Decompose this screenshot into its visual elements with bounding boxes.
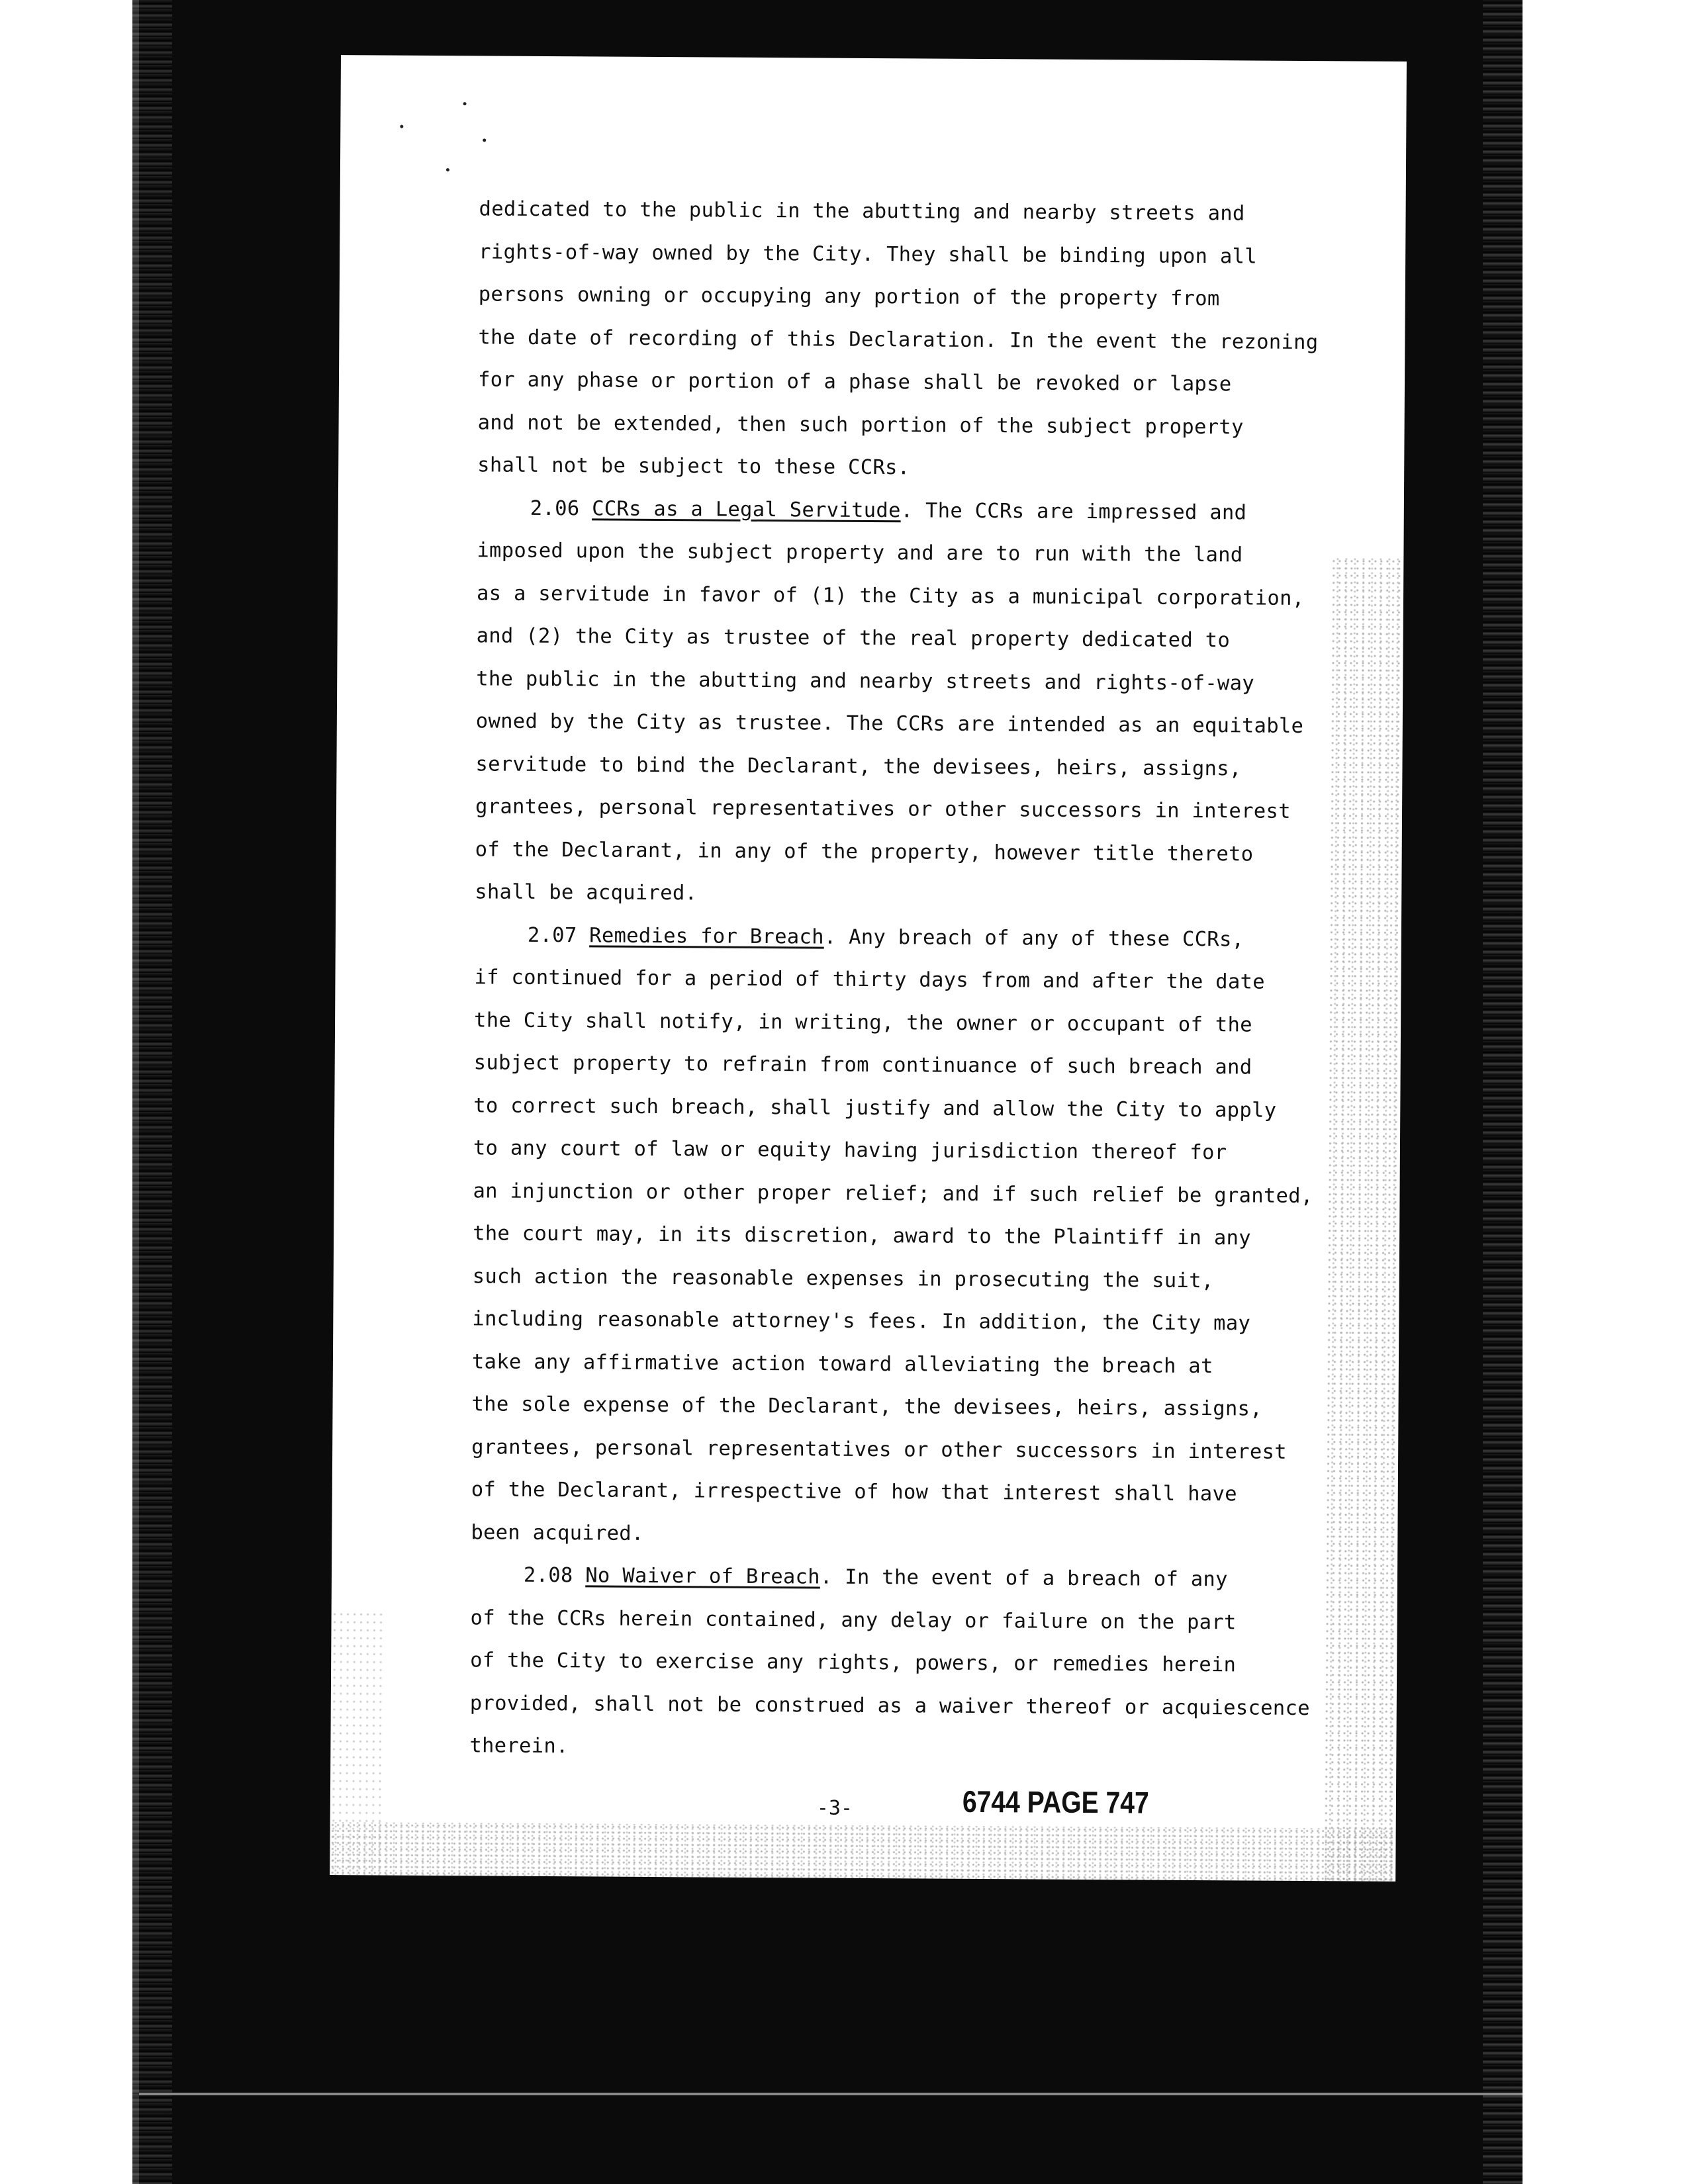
speck-mark — [400, 125, 403, 128]
body-line: imposed upon the subject property and are to run with the land — [477, 539, 1243, 567]
body-line: the public in the abutting and nearby streets and rights-of-way — [476, 666, 1255, 696]
body-line: grantees, personal representatives or other successors in interest — [471, 1435, 1287, 1464]
section-heading: Remedies for Breach — [589, 923, 824, 949]
body-line: the court may, in its discretion, award to the Plaintiff in any — [473, 1222, 1251, 1250]
scan-noise-bottom — [330, 1822, 1395, 1882]
speck-mark — [446, 168, 449, 171]
scan-bottom-line — [139, 2093, 1523, 2095]
scan-noise-left — [330, 1610, 384, 1875]
body-line: as a servitude in favor of (1) the City as a municipal corporation, — [476, 581, 1305, 610]
body-line: rights-of-way owned by the City. They shall be binding upon all — [479, 240, 1258, 269]
body-line: including reasonable attorney's fees. In addition, the City may — [472, 1307, 1251, 1336]
body-line: and (2) the City as trustee of the real property dedicated to — [476, 624, 1231, 653]
body-line: grantees, personal representatives or other successors in interest — [475, 795, 1291, 823]
body-line: of the CCRs herein contained, any delay or failure on the part — [470, 1606, 1237, 1634]
document-page — [330, 55, 1407, 1882]
section-number: 2.06 — [530, 496, 580, 520]
body-line: the date of recording of this Declaration. In the event the rezoning — [478, 325, 1319, 354]
scan-edge-right — [1483, 0, 1523, 2184]
body-line: the sole expense of the Declarant, the devisees, heirs, assigns, — [471, 1392, 1263, 1421]
body-line: for any phase or portion of a phase shall be revoked or lapse — [477, 368, 1232, 396]
speck-mark — [463, 102, 467, 105]
body-line: to correct such breach, shall justify and allow the City to apply — [473, 1093, 1277, 1122]
section-heading: CCRs as a Legal Servitude — [592, 496, 901, 522]
page-number: -3- — [816, 1796, 853, 1820]
body-line: such action the reasonable expenses in prosecuting the suit, — [472, 1264, 1214, 1293]
body-line: persons owning or occupying any portion of the property from — [478, 283, 1220, 311]
section-2-08-first-line — [471, 1554, 1397, 1602]
section-first-line-text: . The CCRs are impressed and — [900, 498, 1247, 524]
body-line: therein. — [469, 1734, 569, 1758]
section-first-line-text: . In the event of a breach of any — [820, 1565, 1228, 1592]
body-line: of the City to exercise any rights, powers, or remedies herein — [470, 1649, 1237, 1677]
section-first-line-text: . Any breach of any of these CCRs, — [823, 925, 1244, 951]
speck-mark — [483, 138, 486, 142]
body-line: the City shall notify, in writing, the owner or occupant of the — [474, 1008, 1252, 1037]
body-line: and not be extended, then such portion of the subject property — [477, 410, 1244, 439]
body-line: an injunction or other proper relief; and if such relief be granted, — [473, 1179, 1313, 1208]
scan-edge-left — [132, 0, 172, 2184]
body-line: to any court of law or equity having jurisdiction thereof for — [473, 1136, 1227, 1165]
section-heading: No Waiver of Breach — [585, 1564, 821, 1589]
section-2-06-first-line — [477, 487, 1404, 535]
body-line: shall be acquired. — [475, 880, 698, 905]
section-2-07-first-line — [475, 914, 1401, 962]
section-number: 2.08 — [523, 1563, 573, 1588]
document-body — [469, 188, 1406, 1773]
section-number: 2.07 — [527, 923, 577, 947]
body-line: been acquired. — [471, 1520, 644, 1545]
body-line: of the Declarant, in any of the property, however title thereto — [475, 837, 1254, 866]
body-line: take any affirmative action toward alleviating the breach at — [471, 1349, 1213, 1378]
body-line: of the Declarant, irrespective of how that interest shall have — [471, 1478, 1237, 1506]
body-line: owned by the City as trustee. The CCRs are intended as an equitable — [475, 709, 1304, 738]
book-page-stamp: 6744 PAGE 747 — [962, 1784, 1149, 1820]
body-line: subject property to refrain from continuance of such breach and — [473, 1051, 1252, 1079]
body-line: servitude to bind the Declarant, the devisees, heirs, assigns, — [475, 752, 1242, 780]
body-line: dedicated to the public in the abutting and nearby streets and — [479, 197, 1245, 226]
body-line: if continued for a period of thirty days from and after the date — [474, 966, 1265, 994]
body-line: shall not be subject to these CCRs. — [477, 453, 910, 480]
body-line: provided, shall not be construed as a waiver thereof or acquiescence — [469, 1691, 1310, 1720]
